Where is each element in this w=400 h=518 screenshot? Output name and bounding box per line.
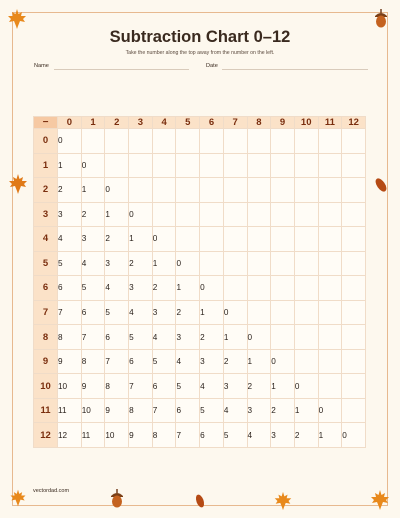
table-cell: 0 — [152, 227, 176, 252]
table-cell — [342, 349, 366, 374]
table-cell: 1 — [200, 300, 224, 325]
row-header: 6 — [34, 276, 58, 301]
table-row — [34, 325, 366, 350]
maple-leaf-icon — [368, 488, 392, 512]
row-header: 0 — [34, 129, 58, 154]
column-header: 11 — [318, 117, 342, 129]
table-cell: 4 — [129, 300, 153, 325]
table-cell: 1 — [81, 178, 105, 203]
table-cell: 4 — [81, 251, 105, 276]
table-cell: 3 — [105, 251, 129, 276]
table-cell: 3 — [200, 349, 224, 374]
table-row — [34, 398, 366, 423]
table-cell: 7 — [105, 349, 129, 374]
table-cell: 0 — [271, 349, 295, 374]
table-cell — [342, 374, 366, 399]
table-cell — [294, 276, 318, 301]
table-cell — [271, 276, 295, 301]
table-cell — [342, 398, 366, 423]
name-label: Name — [34, 63, 49, 69]
table-cell: 4 — [152, 325, 176, 350]
table-cell: 0 — [58, 129, 82, 154]
table-cell: 6 — [152, 374, 176, 399]
table-cell: 5 — [81, 276, 105, 301]
table-cell — [271, 178, 295, 203]
table-cell — [271, 129, 295, 154]
table-cell — [223, 129, 247, 154]
table-cell: 5 — [152, 349, 176, 374]
table-cell — [247, 227, 271, 252]
table-cell: 6 — [81, 300, 105, 325]
table-cell — [342, 276, 366, 301]
table-cell — [342, 325, 366, 350]
table-cell: 1 — [176, 276, 200, 301]
column-header: 9 — [271, 117, 295, 129]
table-cell: 2 — [176, 300, 200, 325]
table-cell: 6 — [200, 423, 224, 448]
table-row — [34, 227, 366, 252]
table-row — [34, 276, 366, 301]
table-cell — [200, 178, 224, 203]
table-cell — [129, 129, 153, 154]
table-cell: 1 — [247, 349, 271, 374]
table-cell: 5 — [200, 398, 224, 423]
table-cell: 0 — [223, 300, 247, 325]
column-header: 6 — [200, 117, 224, 129]
date-field[interactable] — [222, 69, 368, 70]
column-header: 5 — [176, 117, 200, 129]
table-cell — [105, 129, 129, 154]
row-header: 11 — [34, 398, 58, 423]
table-cell: 1 — [152, 251, 176, 276]
table-cell: 0 — [129, 202, 153, 227]
table-cell — [318, 251, 342, 276]
table-row — [34, 423, 366, 448]
table-cell: 5 — [105, 300, 129, 325]
table-cell: 3 — [223, 374, 247, 399]
table-cell — [271, 251, 295, 276]
table-cell — [294, 227, 318, 252]
date-label: Date — [206, 63, 218, 69]
table-cell: 4 — [223, 398, 247, 423]
table-cell: 4 — [200, 374, 224, 399]
table-cell — [200, 227, 224, 252]
name-field[interactable] — [54, 69, 189, 70]
table-cell — [223, 251, 247, 276]
table-cell — [247, 153, 271, 178]
row-header: 2 — [34, 178, 58, 203]
table-cell: 8 — [58, 325, 82, 350]
table-cell — [271, 227, 295, 252]
table-cell — [342, 251, 366, 276]
column-header: 8 — [247, 117, 271, 129]
table-cell — [176, 202, 200, 227]
subtraction-chart — [33, 116, 366, 448]
table-cell — [247, 178, 271, 203]
table-cell: 5 — [129, 325, 153, 350]
table-cell: 3 — [176, 325, 200, 350]
table-cell: 3 — [152, 300, 176, 325]
column-header: 0 — [58, 117, 82, 129]
table-cell: 2 — [223, 349, 247, 374]
table-row — [34, 202, 366, 227]
table-cell: 5 — [223, 423, 247, 448]
table-cell — [223, 202, 247, 227]
table-cell — [318, 227, 342, 252]
table-cell: 2 — [129, 251, 153, 276]
table-cell: 2 — [271, 398, 295, 423]
column-header: 3 — [129, 117, 153, 129]
table-cell: 0 — [105, 178, 129, 203]
table-cell — [294, 325, 318, 350]
table-cell — [223, 178, 247, 203]
table-cell — [176, 129, 200, 154]
table-cell — [200, 129, 224, 154]
row-header: 12 — [34, 423, 58, 448]
table-cell: 8 — [129, 398, 153, 423]
column-header: 10 — [294, 117, 318, 129]
table-cell — [200, 251, 224, 276]
table-cell: 7 — [176, 423, 200, 448]
table-cell — [294, 349, 318, 374]
table-cell — [200, 153, 224, 178]
table-cell — [294, 153, 318, 178]
table-cell — [318, 349, 342, 374]
column-header: 12 — [342, 117, 366, 129]
table-cell: 3 — [271, 423, 295, 448]
column-header-row — [34, 117, 366, 129]
table-cell: 9 — [129, 423, 153, 448]
table-cell — [342, 227, 366, 252]
table-cell — [318, 300, 342, 325]
table-cell — [294, 129, 318, 154]
table-cell — [271, 325, 295, 350]
column-header: 4 — [152, 117, 176, 129]
table-cell — [223, 227, 247, 252]
table-cell: 1 — [223, 325, 247, 350]
column-header: 2 — [105, 117, 129, 129]
table-cell — [318, 129, 342, 154]
row-header: 4 — [34, 227, 58, 252]
row-header: 9 — [34, 349, 58, 374]
maple-leaf-icon — [272, 490, 294, 512]
table-cell: 7 — [152, 398, 176, 423]
maple-leaf-icon — [6, 172, 30, 196]
table-cell: 2 — [247, 374, 271, 399]
maple-leaf-icon — [8, 488, 28, 508]
table-row — [34, 300, 366, 325]
table-cell — [152, 129, 176, 154]
table-cell: 6 — [129, 349, 153, 374]
row-header: 3 — [34, 202, 58, 227]
table-row — [34, 374, 366, 399]
table-cell — [318, 374, 342, 399]
table-cell: 4 — [247, 423, 271, 448]
acorn-icon — [109, 489, 125, 509]
table-cell: 2 — [58, 178, 82, 203]
table-cell — [129, 153, 153, 178]
table-cell: 3 — [247, 398, 271, 423]
table-cell: 9 — [105, 398, 129, 423]
table-cell: 1 — [271, 374, 295, 399]
instructions: Take the number along the top away from the number on the left. — [125, 50, 275, 56]
table-cell — [271, 202, 295, 227]
table-cell: 7 — [129, 374, 153, 399]
table-cell — [318, 276, 342, 301]
table-cell: 6 — [58, 276, 82, 301]
table-cell — [342, 178, 366, 203]
table-cell: 11 — [81, 423, 105, 448]
table-cell: 10 — [58, 374, 82, 399]
table-cell — [152, 153, 176, 178]
table-cell: 1 — [58, 153, 82, 178]
table-cell — [318, 178, 342, 203]
table-cell: 9 — [58, 349, 82, 374]
table-cell: 1 — [294, 398, 318, 423]
page-title: Subtraction Chart 0–12 — [109, 28, 291, 46]
table-cell — [294, 300, 318, 325]
table-cell: 1 — [105, 202, 129, 227]
table-cell: 0 — [247, 325, 271, 350]
table-cell — [176, 178, 200, 203]
acorn-icon — [373, 9, 389, 29]
table-row — [34, 178, 366, 203]
table-cell — [247, 129, 271, 154]
table-cell — [342, 129, 366, 154]
table-cell — [247, 202, 271, 227]
table-cell — [176, 153, 200, 178]
table-cell — [294, 251, 318, 276]
table-cell: 0 — [342, 423, 366, 448]
table-cell — [200, 202, 224, 227]
row-header: 7 — [34, 300, 58, 325]
table-cell: 2 — [294, 423, 318, 448]
table-cell: 6 — [176, 398, 200, 423]
row-header: 1 — [34, 153, 58, 178]
site-credit: vectordad.com — [33, 488, 70, 494]
table-cell — [152, 202, 176, 227]
table-cell: 9 — [81, 374, 105, 399]
table-cell: 5 — [58, 251, 82, 276]
table-cell: 10 — [105, 423, 129, 448]
table-cell: 6 — [105, 325, 129, 350]
table-cell — [342, 300, 366, 325]
row-header: 8 — [34, 325, 58, 350]
table-cell: 2 — [200, 325, 224, 350]
table-cell — [271, 300, 295, 325]
table-cell — [176, 227, 200, 252]
table-cell: 4 — [58, 227, 82, 252]
table-row — [34, 129, 366, 154]
table-cell: 11 — [58, 398, 82, 423]
table-cell — [271, 153, 295, 178]
table-cell — [342, 202, 366, 227]
table-cell — [105, 153, 129, 178]
oak-leaf-icon — [192, 492, 208, 510]
table-cell: 3 — [58, 202, 82, 227]
table-cell: 0 — [294, 374, 318, 399]
table-cell: 7 — [58, 300, 82, 325]
table-cell: 12 — [58, 423, 82, 448]
subtraction-table — [33, 116, 366, 448]
table-cell: 8 — [81, 349, 105, 374]
table-cell — [294, 178, 318, 203]
table-cell: 0 — [318, 398, 342, 423]
table-cell: 7 — [81, 325, 105, 350]
table-cell — [318, 325, 342, 350]
table-cell — [318, 202, 342, 227]
table-cell — [129, 178, 153, 203]
row-header: 5 — [34, 251, 58, 276]
table-cell — [342, 153, 366, 178]
oak-leaf-icon — [372, 176, 390, 194]
table-cell: 8 — [105, 374, 129, 399]
table-row — [34, 349, 366, 374]
table-cell: 3 — [81, 227, 105, 252]
table-cell: 5 — [176, 374, 200, 399]
table-cell — [247, 251, 271, 276]
operator-cell: − — [34, 117, 58, 129]
table-cell — [294, 202, 318, 227]
table-cell: 2 — [105, 227, 129, 252]
table-cell: 2 — [152, 276, 176, 301]
table-cell: 8 — [152, 423, 176, 448]
table-cell: 1 — [318, 423, 342, 448]
table-cell — [223, 276, 247, 301]
table-cell — [152, 178, 176, 203]
table-row — [34, 251, 366, 276]
column-header: 7 — [223, 117, 247, 129]
table-cell: 10 — [81, 398, 105, 423]
row-header: 10 — [34, 374, 58, 399]
table-cell: 0 — [200, 276, 224, 301]
table-cell: 0 — [176, 251, 200, 276]
table-cell — [223, 153, 247, 178]
table-cell: 1 — [129, 227, 153, 252]
table-cell: 0 — [81, 153, 105, 178]
table-cell: 3 — [129, 276, 153, 301]
table-cell — [318, 153, 342, 178]
column-header: 1 — [81, 117, 105, 129]
table-cell: 4 — [176, 349, 200, 374]
table-cell: 2 — [81, 202, 105, 227]
table-cell — [81, 129, 105, 154]
table-row — [34, 153, 366, 178]
table-cell: 4 — [105, 276, 129, 301]
table-cell — [247, 300, 271, 325]
table-cell — [247, 276, 271, 301]
